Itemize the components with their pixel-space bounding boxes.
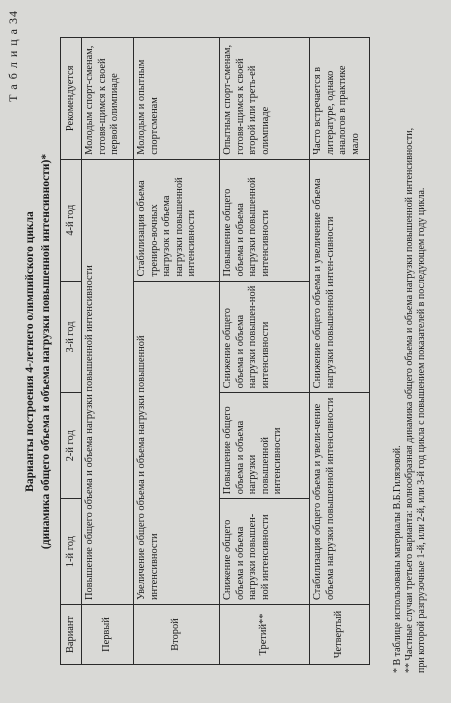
variant-cell: Второй	[134, 605, 220, 665]
header-year-2: 2-й год	[61, 393, 82, 499]
recommendation-cell: Часто встречается в литературе, однако аналогов в практике мало	[310, 38, 370, 160]
table-row	[134, 38, 220, 665]
years-1-2-cell: Стабилизация общего объема и увели-чение объема нагрузки повышенной интенсивности	[310, 393, 370, 605]
recommendation-cell: Молодым и опытным спортсменам	[134, 38, 220, 160]
year-2-cell: Повышение общего объема и объема нагрузки повышенной интенсивности	[220, 393, 310, 499]
table-number: Т а б л и ц а 34	[6, 10, 20, 102]
variant-cell: Первый	[82, 605, 134, 665]
variant-cell: Третий**	[220, 605, 310, 665]
header-year-3: 3-й год	[61, 281, 82, 393]
table-row	[310, 38, 370, 665]
table-title: Варианты построения 4-летнего олимпийского цикла	[24, 211, 36, 492]
variant-cell: Четвертый	[310, 605, 370, 665]
header-recommended: Рекомендуется	[61, 38, 82, 160]
table-row	[220, 38, 310, 665]
header-year-1: 1-й год	[61, 499, 82, 605]
header-variant: Вариант	[61, 605, 82, 665]
year-1-cell: Снижение общего объема и объема нагрузки повышен-ной интенсивности	[220, 499, 310, 605]
recommendation-cell: Молодым спорт-сменам, готовя-щимся к своей первой олимпиаде	[82, 38, 134, 160]
footnote-3: при которой разгрузочные 1-й, или 2-й, или 3-й год цикла с повышением показателей в последующем году цикла.	[416, 187, 427, 673]
footnote-1: * В таблице использованы материалы В.Б.Гилязовой.	[392, 445, 403, 673]
footnote-2: ** Частные случаи третьего варианта: волнообразная динамика общего объема и объема нагрузки повышенной интенсивности,	[404, 127, 415, 673]
header-year-4: 4-й год	[61, 159, 82, 281]
year-3-cell: Снижение общего объема и объема нагрузки повышен-ной интенсивности	[220, 281, 310, 393]
header-row	[61, 38, 82, 665]
table-subtitle: (динамика общего объема и объема нагрузки повышенной интенсивности)*	[40, 153, 52, 550]
recommendation-cell: Опытным спорт-сменам, готовя-щимся к своей второй или треть-ей олимпиаде	[220, 38, 310, 160]
table-row	[82, 38, 134, 665]
year-4-cell: Стабилизация объема трениро-вочных нагрузок и объема нагрузки повышенной интенсивности	[134, 159, 220, 281]
dynamics-cell: Увеличение общего объема и объема нагрузки повышенной интенсивности	[134, 281, 220, 605]
cycle-variants-table	[60, 37, 370, 665]
years-3-4-cell: Снижение общего объема и увеличение объема нагрузки повышенной интен-сивности	[310, 159, 370, 393]
year-4-cell: Повышение общего объема и объема нагрузки повышенной интенсивности	[220, 159, 310, 281]
dynamics-cell: Повышение общего объема и объема нагрузки повышенной интенсивности	[82, 159, 134, 604]
